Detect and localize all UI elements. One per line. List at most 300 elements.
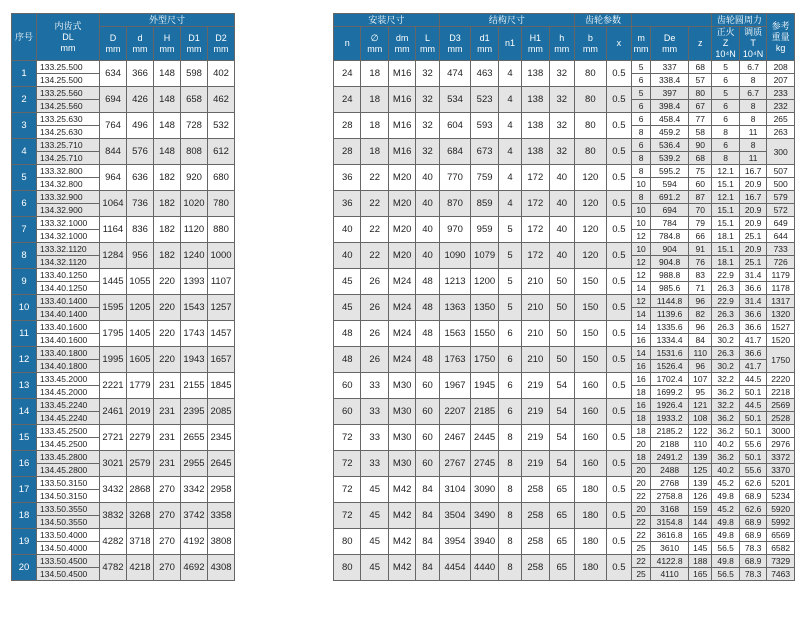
row-seq: 10 xyxy=(12,295,37,321)
cell-t2: 8 xyxy=(739,113,766,126)
cell-weight: 3370 xyxy=(767,464,795,477)
cell-m: 14 xyxy=(632,308,651,321)
cell-m: 10 xyxy=(632,243,651,256)
cell-m: 8 xyxy=(632,191,651,204)
row-seq: 7 xyxy=(12,217,37,243)
group-gear-force: 齿轮圆周力 xyxy=(712,14,767,27)
cell-l: 32 xyxy=(416,61,439,87)
cell-m: 20 xyxy=(632,503,651,516)
header-d2-line: D2 xyxy=(215,32,227,43)
cell-t1: 26.3 xyxy=(712,347,739,360)
cell-d1: 959 xyxy=(471,217,498,243)
header-phi-line: ∅ xyxy=(370,32,379,43)
cell-t2: 6.7 xyxy=(739,87,766,100)
cell-z: 96 xyxy=(689,360,712,373)
header-d-line: mm xyxy=(105,43,121,54)
cell-m: 10 xyxy=(632,204,651,217)
cell-d2: 1000 xyxy=(208,243,235,269)
header-d-line: mm xyxy=(132,43,148,54)
cell-d3: 1763 xyxy=(439,347,471,373)
cell-h1: 172 xyxy=(522,243,549,269)
cell-d3: 770 xyxy=(439,165,471,191)
cell-n1: 4 xyxy=(498,165,521,191)
cell-dm: M30 xyxy=(388,425,415,451)
cell-m: 12 xyxy=(632,256,651,269)
cell-phi: 26 xyxy=(361,269,388,295)
cell-d1: 2955 xyxy=(181,451,208,477)
cell-t2: 6.7 xyxy=(739,61,766,74)
cell-phi: 18 xyxy=(361,61,388,87)
cell-n: 60 xyxy=(334,373,361,399)
header-d1-line: mm xyxy=(477,43,493,54)
cell-de: 458.4 xyxy=(651,113,689,126)
model-number: 134.45.2800 xyxy=(37,464,100,477)
cell-z: 125 xyxy=(689,464,712,477)
table-row xyxy=(12,61,235,74)
cell-n1: 5 xyxy=(498,295,521,321)
table-row xyxy=(334,269,795,282)
model-number: 133.45.2800 xyxy=(37,451,100,464)
cell-t1: 12.1 xyxy=(712,165,739,178)
cell-t1: 15.1 xyxy=(712,217,739,230)
cell-de: 2768 xyxy=(651,477,689,490)
cell-h: 270 xyxy=(154,477,181,503)
cell-t1: 30.2 xyxy=(712,360,739,373)
cell-de: 539.2 xyxy=(651,152,689,165)
row-seq: 9 xyxy=(12,269,37,295)
cell-z: 188 xyxy=(689,555,712,568)
cell-h: 231 xyxy=(154,451,181,477)
header-d1 xyxy=(471,27,498,61)
cell-h: 148 xyxy=(154,87,181,113)
cell-d2: 1107 xyxy=(208,269,235,295)
cell-d: 2579 xyxy=(127,451,154,477)
cell-z: 82 xyxy=(689,308,712,321)
cell-h1: 219 xyxy=(522,425,549,451)
cell-d3: 2767 xyxy=(439,451,471,477)
cell-h1: 210 xyxy=(522,321,549,347)
cell-z: 70 xyxy=(689,204,712,217)
cell-d: 836 xyxy=(127,217,154,243)
model-number: 133.45.2240 xyxy=(37,399,100,412)
cell-n: 48 xyxy=(334,321,361,347)
cell-z: 139 xyxy=(689,451,712,464)
cell-d: 694 xyxy=(100,87,127,113)
cell-weight: 1317 xyxy=(767,295,795,308)
table-row xyxy=(334,425,795,438)
cell-m: 10 xyxy=(632,217,651,230)
cell-d3: 3504 xyxy=(439,503,471,529)
cell-b: 160 xyxy=(574,425,606,451)
cell-d: 1779 xyxy=(127,373,154,399)
cell-n: 45 xyxy=(334,269,361,295)
cell-d1: 4192 xyxy=(181,529,208,555)
cell-dm: M42 xyxy=(388,555,415,581)
cell-x: 0.5 xyxy=(606,477,631,503)
group-structure: 结构尺寸 xyxy=(439,14,574,27)
cell-z: 83 xyxy=(689,269,712,282)
header-t2-line: 10⁴N xyxy=(742,49,764,59)
cell-phi: 18 xyxy=(361,139,388,165)
cell-de: 594 xyxy=(651,178,689,191)
cell-n1: 8 xyxy=(498,451,521,477)
model-number: 134.32.1000 xyxy=(37,230,100,243)
cell-z: 79 xyxy=(689,217,712,230)
table-row xyxy=(334,165,795,178)
cell-z: 108 xyxy=(689,412,712,425)
cell-h: 220 xyxy=(154,269,181,295)
cell-de: 2491.2 xyxy=(651,451,689,464)
row-seq: 8 xyxy=(12,243,37,269)
cell-h1: 138 xyxy=(522,87,549,113)
cell-z: 95 xyxy=(689,386,712,399)
cell-z: 139 xyxy=(689,477,712,490)
model-number: 134.32.1120 xyxy=(37,256,100,269)
cell-m: 5 xyxy=(632,87,651,100)
cell-weight: 2220 xyxy=(767,373,795,386)
cell-t2: 20.9 xyxy=(739,243,766,256)
cell-weight: 507 xyxy=(767,165,795,178)
cell-t1: 36.2 xyxy=(712,425,739,438)
cell-t2: 36.6 xyxy=(739,347,766,360)
cell-weight: 5201 xyxy=(767,477,795,490)
cell-weight: 1320 xyxy=(767,308,795,321)
row-seq: 18 xyxy=(12,503,37,529)
cell-d: 2461 xyxy=(100,399,127,425)
cell-t2: 55.6 xyxy=(739,438,766,451)
cell-weight: 232 xyxy=(767,100,795,113)
cell-phi: 18 xyxy=(361,87,388,113)
header-n-line: n xyxy=(344,38,350,48)
outer-dimensions-table xyxy=(11,13,235,581)
model-number: 134.40.1600 xyxy=(37,334,100,347)
cell-h: 54 xyxy=(549,425,574,451)
cell-h: 54 xyxy=(549,373,574,399)
cell-de: 1334.4 xyxy=(651,334,689,347)
header-d1-line: mm xyxy=(186,43,202,54)
header-d2-line: mm xyxy=(213,43,229,54)
cell-d2: 2958 xyxy=(208,477,235,503)
model-number: 133.45.2500 xyxy=(37,425,100,438)
cell-de: 1926.4 xyxy=(651,399,689,412)
cell-z: 68 xyxy=(689,61,712,74)
cell-d: 844 xyxy=(100,139,127,165)
cell-n1: 5 xyxy=(498,269,521,295)
cell-weight: 1750 xyxy=(767,347,795,373)
cell-d: 634 xyxy=(100,61,127,87)
cell-z: 96 xyxy=(689,321,712,334)
cell-l: 40 xyxy=(416,165,439,191)
cell-n: 72 xyxy=(334,503,361,529)
cell-t1: 26.3 xyxy=(712,308,739,321)
header-b xyxy=(574,27,606,61)
cell-d1: 2445 xyxy=(471,425,498,451)
cell-t2: 11 xyxy=(739,152,766,165)
cell-m: 5 xyxy=(632,61,651,74)
cell-h1: 138 xyxy=(522,61,549,87)
cell-weight: 5234 xyxy=(767,490,795,503)
cell-de: 338.4 xyxy=(651,74,689,87)
cell-dm: M42 xyxy=(388,477,415,503)
cell-m: 16 xyxy=(632,373,651,386)
cell-t1: 32.2 xyxy=(712,399,739,412)
model-number: 134.25.560 xyxy=(37,100,100,113)
cell-t1: 6 xyxy=(712,74,739,87)
header-n1-line: n1 xyxy=(504,38,515,48)
cell-h: 182 xyxy=(154,165,181,191)
cell-weight: 1179 xyxy=(767,269,795,282)
cell-phi: 22 xyxy=(361,217,388,243)
cell-b: 120 xyxy=(574,243,606,269)
cell-t1: 18.1 xyxy=(712,256,739,269)
cell-h: 50 xyxy=(549,321,574,347)
cell-weight: 1178 xyxy=(767,282,795,295)
cell-d2: 462 xyxy=(208,87,235,113)
model-number: 133.40.1250 xyxy=(37,269,100,282)
header-t1 xyxy=(712,27,739,61)
cell-b: 80 xyxy=(574,139,606,165)
cell-b: 180 xyxy=(574,503,606,529)
cell-weight: 5920 xyxy=(767,503,795,516)
cell-b: 150 xyxy=(574,347,606,373)
cell-d3: 684 xyxy=(439,139,471,165)
cell-de: 2758.8 xyxy=(651,490,689,503)
cell-t1: 49.8 xyxy=(712,490,739,503)
model-number: 133.50.3550 xyxy=(37,503,100,516)
cell-d: 2868 xyxy=(127,477,154,503)
cell-d1: 523 xyxy=(471,87,498,113)
cell-de: 4110 xyxy=(651,568,689,581)
cell-d: 4282 xyxy=(100,529,127,555)
table-row xyxy=(12,295,235,308)
cell-l: 60 xyxy=(416,425,439,451)
cell-n: 24 xyxy=(334,61,361,87)
cell-t2: 41.7 xyxy=(739,360,766,373)
model-number: 134.40.1400 xyxy=(37,308,100,321)
cell-h: 270 xyxy=(154,529,181,555)
table-row xyxy=(334,529,795,542)
cell-d: 964 xyxy=(100,165,127,191)
header-d3-line: mm xyxy=(447,43,463,54)
cell-dm: M30 xyxy=(388,373,415,399)
cell-de: 1699.2 xyxy=(651,386,689,399)
cell-h: 148 xyxy=(154,139,181,165)
header-dm-line: mm xyxy=(394,43,410,54)
cell-d2: 1257 xyxy=(208,295,235,321)
cell-weight: 726 xyxy=(767,256,795,269)
cell-n1: 4 xyxy=(498,87,521,113)
cell-t2: 36.6 xyxy=(739,308,766,321)
cell-d1: 2395 xyxy=(181,399,208,425)
cell-de: 784 xyxy=(651,217,689,230)
cell-t2: 50.1 xyxy=(739,386,766,399)
header-model xyxy=(37,14,100,61)
cell-n1: 6 xyxy=(498,347,521,373)
cell-phi: 45 xyxy=(361,477,388,503)
cell-t1: 26.3 xyxy=(712,282,739,295)
header-t1-line: Z xyxy=(722,38,729,48)
header-de xyxy=(651,27,689,61)
cell-l: 84 xyxy=(416,555,439,581)
cell-b: 120 xyxy=(574,217,606,243)
cell-h: 65 xyxy=(549,503,574,529)
model-number: 133.40.1400 xyxy=(37,295,100,308)
cell-n1: 4 xyxy=(498,61,521,87)
cell-x: 0.5 xyxy=(606,217,631,243)
cell-l: 48 xyxy=(416,295,439,321)
cell-weight: 6582 xyxy=(767,542,795,555)
header-d-line: d xyxy=(137,32,143,43)
table-row xyxy=(334,503,795,516)
cell-z: 60 xyxy=(689,178,712,191)
cell-z: 159 xyxy=(689,503,712,516)
cell-de: 2188 xyxy=(651,438,689,451)
cell-weight: 6569 xyxy=(767,529,795,542)
cell-m: 6 xyxy=(632,139,651,152)
cell-l: 48 xyxy=(416,269,439,295)
table-row xyxy=(12,529,235,542)
cell-d1: 673 xyxy=(471,139,498,165)
cell-h: 65 xyxy=(549,529,574,555)
cell-dm: M42 xyxy=(388,503,415,529)
cell-d1: 2185 xyxy=(471,399,498,425)
cell-d: 2019 xyxy=(127,399,154,425)
cell-d3: 534 xyxy=(439,87,471,113)
cell-h1: 172 xyxy=(522,165,549,191)
model-number: 134.45.2240 xyxy=(37,412,100,425)
cell-d3: 2207 xyxy=(439,399,471,425)
table-row xyxy=(12,477,235,490)
cell-dm: M20 xyxy=(388,217,415,243)
cell-d1: 2655 xyxy=(181,425,208,451)
model-number: 133.50.3150 xyxy=(37,477,100,490)
cell-x: 0.5 xyxy=(606,347,631,373)
cell-d3: 1563 xyxy=(439,321,471,347)
cell-n1: 8 xyxy=(498,425,521,451)
header-t2-line: 调质 xyxy=(744,27,763,37)
cell-de: 988.8 xyxy=(651,269,689,282)
cell-de: 1144.8 xyxy=(651,295,689,308)
cell-d2: 3358 xyxy=(208,503,235,529)
cell-h1: 219 xyxy=(522,399,549,425)
model-number: 133.25.500 xyxy=(37,61,100,74)
cell-t1: 6 xyxy=(712,113,739,126)
cell-m: 6 xyxy=(632,74,651,87)
table-row xyxy=(12,503,235,516)
cell-m: 16 xyxy=(632,399,651,412)
cell-de: 398.4 xyxy=(651,100,689,113)
cell-b: 150 xyxy=(574,269,606,295)
cell-z: 84 xyxy=(689,334,712,347)
row-seq: 15 xyxy=(12,425,37,451)
cell-z: 76 xyxy=(689,256,712,269)
table-row xyxy=(334,243,795,256)
cell-t2: 36.6 xyxy=(739,321,766,334)
cell-de: 3168 xyxy=(651,503,689,516)
cell-dm: M16 xyxy=(388,87,415,113)
cell-d2: 612 xyxy=(208,139,235,165)
cell-d1: 593 xyxy=(471,113,498,139)
header-z-line: z xyxy=(698,38,703,48)
cell-h: 231 xyxy=(154,399,181,425)
cell-h: 54 xyxy=(549,451,574,477)
model-number: 133.25.630 xyxy=(37,113,100,126)
model-number: 134.32.800 xyxy=(37,178,100,191)
cell-t2: 62.6 xyxy=(739,477,766,490)
cell-t1: 49.8 xyxy=(712,529,739,542)
header-dm xyxy=(388,27,415,61)
cell-dm: M30 xyxy=(388,451,415,477)
cell-h1: 210 xyxy=(522,269,549,295)
cell-d: 3432 xyxy=(100,477,127,503)
cell-d1: 1200 xyxy=(471,269,498,295)
cell-weight: 2218 xyxy=(767,386,795,399)
cell-h: 270 xyxy=(154,555,181,581)
cell-d3: 1363 xyxy=(439,295,471,321)
cell-t2: 78.3 xyxy=(739,568,766,581)
cell-n: 80 xyxy=(334,555,361,581)
cell-d: 1605 xyxy=(127,347,154,373)
cell-h1: 219 xyxy=(522,451,549,477)
cell-de: 459.2 xyxy=(651,126,689,139)
model-number: 134.50.4000 xyxy=(37,542,100,555)
cell-dm: M20 xyxy=(388,191,415,217)
cell-de: 1335.6 xyxy=(651,321,689,334)
cell-n: 80 xyxy=(334,529,361,555)
row-seq: 1 xyxy=(12,61,37,87)
cell-b: 180 xyxy=(574,477,606,503)
cell-t1: 22.9 xyxy=(712,269,739,282)
cell-x: 0.5 xyxy=(606,321,631,347)
cell-n: 36 xyxy=(334,165,361,191)
table-row xyxy=(12,139,235,152)
cell-h1: 219 xyxy=(522,373,549,399)
cell-t1: 8 xyxy=(712,126,739,139)
cell-h1: 258 xyxy=(522,529,549,555)
cell-t1: 40.2 xyxy=(712,438,739,451)
cell-b: 80 xyxy=(574,113,606,139)
cell-l: 84 xyxy=(416,529,439,555)
table-row xyxy=(12,113,235,126)
model-number: 133.50.4000 xyxy=(37,529,100,542)
cell-n1: 5 xyxy=(498,243,521,269)
table-row xyxy=(12,373,235,386)
cell-t2: 8 xyxy=(739,139,766,152)
cell-d: 366 xyxy=(127,61,154,87)
cell-weight: 3372 xyxy=(767,451,795,464)
header-phi xyxy=(361,27,388,61)
cell-h1: 258 xyxy=(522,477,549,503)
header-h-line: H xyxy=(163,32,171,43)
cell-h: 50 xyxy=(549,347,574,373)
model-number: 134.25.500 xyxy=(37,74,100,87)
cell-d3: 4454 xyxy=(439,555,471,581)
cell-t1: 22.9 xyxy=(712,295,739,308)
cell-d: 3832 xyxy=(100,503,127,529)
cell-t1: 30.2 xyxy=(712,334,739,347)
cell-de: 337 xyxy=(651,61,689,74)
header-l-line: L xyxy=(425,32,431,43)
cell-x: 0.5 xyxy=(606,113,631,139)
row-seq: 5 xyxy=(12,165,37,191)
cell-d: 496 xyxy=(127,113,154,139)
cell-h: 50 xyxy=(549,269,574,295)
table-row xyxy=(12,555,235,568)
cell-d1: 463 xyxy=(471,61,498,87)
cell-d1: 759 xyxy=(471,165,498,191)
cell-l: 60 xyxy=(416,399,439,425)
header-d1 xyxy=(181,27,208,61)
